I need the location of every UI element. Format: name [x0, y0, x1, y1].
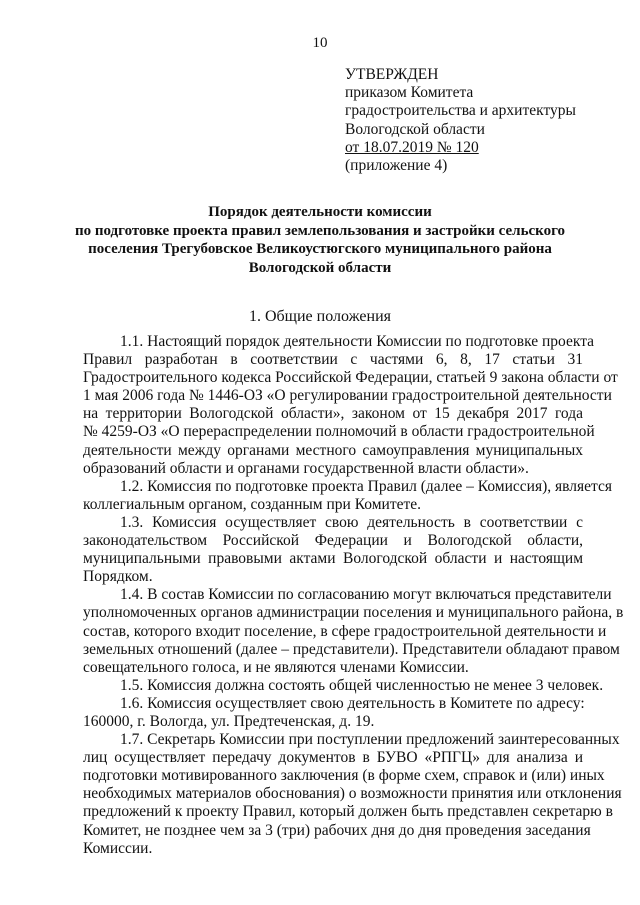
- paragraph-line: 160000, г. Вологда, ул. Предтеченская, д. 19.: [83, 712, 375, 730]
- paragraph-line: Порядком.: [83, 568, 153, 586]
- paragraph-line: 1.1. Настоящий порядок деятельности Комиссии по подготовке проекта: [120, 333, 595, 350]
- approval-region: Вологодской области: [345, 120, 485, 138]
- document-body: [83, 333, 624, 858]
- paragraph-line: № 4259-ОЗ «О перераспределении полномочий в области градостроительной: [83, 423, 595, 441]
- paragraph-line: предложений к проекту Правил, который должен быть представлен секретарю в: [83, 803, 613, 821]
- approval-heading: УТВЕРЖДЕН: [345, 66, 439, 83]
- paragraph-line: уполномоченных органов администрации поселения и муниципального района, в: [83, 604, 624, 622]
- paragraph-1-1: [83, 333, 618, 478]
- paragraph-line: образований области и органами государственной власти области».: [83, 459, 529, 477]
- paragraph-line: земельных отношений (далее – представители). Представители обладают правом: [83, 640, 620, 658]
- paragraph-line: Комитет, не позднее чем за 3 (три) рабочих дня до дня проведения заседания: [83, 821, 591, 839]
- paragraph-line: Правил разработан в соответствии с частями 6, 8, 17 статьи 31: [83, 351, 583, 369]
- title-line: поселения Трегубовское Великоустюгского муниципального района: [88, 241, 552, 257]
- paragraph-line: 1 мая 2006 года № 1446-ОЗ «О регулировании градостроительной деятельности: [83, 387, 612, 405]
- paragraph-1-4: [83, 586, 624, 676]
- paragraph-line: 1.2. Комиссия по подготовке проекта Правил (далее – Комиссия), является: [120, 477, 612, 495]
- section-heading: 1. Общие положения: [248, 308, 392, 325]
- paragraph-1-2: [83, 477, 612, 514]
- page-number: 10: [312, 35, 328, 51]
- paragraph-line: 1.5. Комиссия должна состоять общей численностью не менее 3 человек.: [120, 676, 604, 694]
- paragraph-line: состав, которого входит поселение, в сфере градостроительной деятельности и: [83, 622, 607, 640]
- paragraph-line: 1.7. Секретарь Комиссии при поступлении предложений заинтересованных: [120, 731, 620, 749]
- title-line: по подготовке проекта правил землепользования и застройки сельского: [74, 222, 566, 239]
- paragraph-line: 1.4. В состав Комиссии по согласованию могут включаться представители: [120, 586, 612, 604]
- approval-appendix: (приложение 4): [345, 157, 448, 175]
- approval-stamp: [345, 66, 625, 175]
- paragraph-line: Комиссии.: [83, 839, 153, 857]
- paragraph-line: деятельности между органами местного самоуправления муниципальных: [83, 441, 583, 459]
- document-title: [40, 203, 600, 277]
- paragraph-line: 1.3. Комиссия осуществляет свою деятельность в соответствии с: [120, 513, 583, 531]
- paragraph-line: подготовки мотивированного заключения (в форме схем, справок и (или) иных: [83, 767, 605, 785]
- approval-date-number: от 18.07.2019 № 120: [345, 138, 479, 156]
- paragraph-1-7: [83, 731, 622, 858]
- approval-order: приказом Комитета: [345, 84, 474, 102]
- paragraph-line: на территории Вологодской области», законом от 15 декабря 2017 года: [83, 405, 583, 423]
- paragraph-line: коллегиальным органом, созданным при Комитете.: [83, 495, 421, 513]
- paragraph-line: лиц осуществляет передачу документов в БУВО «РПГЦ» для анализа и: [83, 749, 583, 767]
- title-line: Порядок деятельности комиссии: [208, 204, 432, 220]
- paragraph-1-3: [83, 514, 583, 586]
- paragraph-line: необходимых материалов обоснования) о возможности принятия или отклонения: [83, 785, 622, 803]
- paragraph-line: законодательством Российской Федерации и Вологодской области,: [83, 532, 583, 550]
- paragraph-line: муниципальными правовыми актами Вологодской области и настоящим: [83, 550, 583, 568]
- paragraph-line: Градостроительного кодекса Российской Федерации, статьей 9 закона области от: [83, 369, 618, 387]
- paragraph-line: совещательного голоса, и не являются членами Комиссии.: [83, 658, 469, 676]
- paragraph-line: 1.6. Комиссия осуществляет свою деятельность в Комитете по адресу:: [120, 694, 585, 712]
- paragraph-1-5: [83, 676, 604, 695]
- approval-committee: градостроительства и архитектуры: [345, 102, 576, 120]
- paragraph-1-6: [83, 695, 583, 731]
- title-line: Вологодской области: [248, 259, 392, 276]
